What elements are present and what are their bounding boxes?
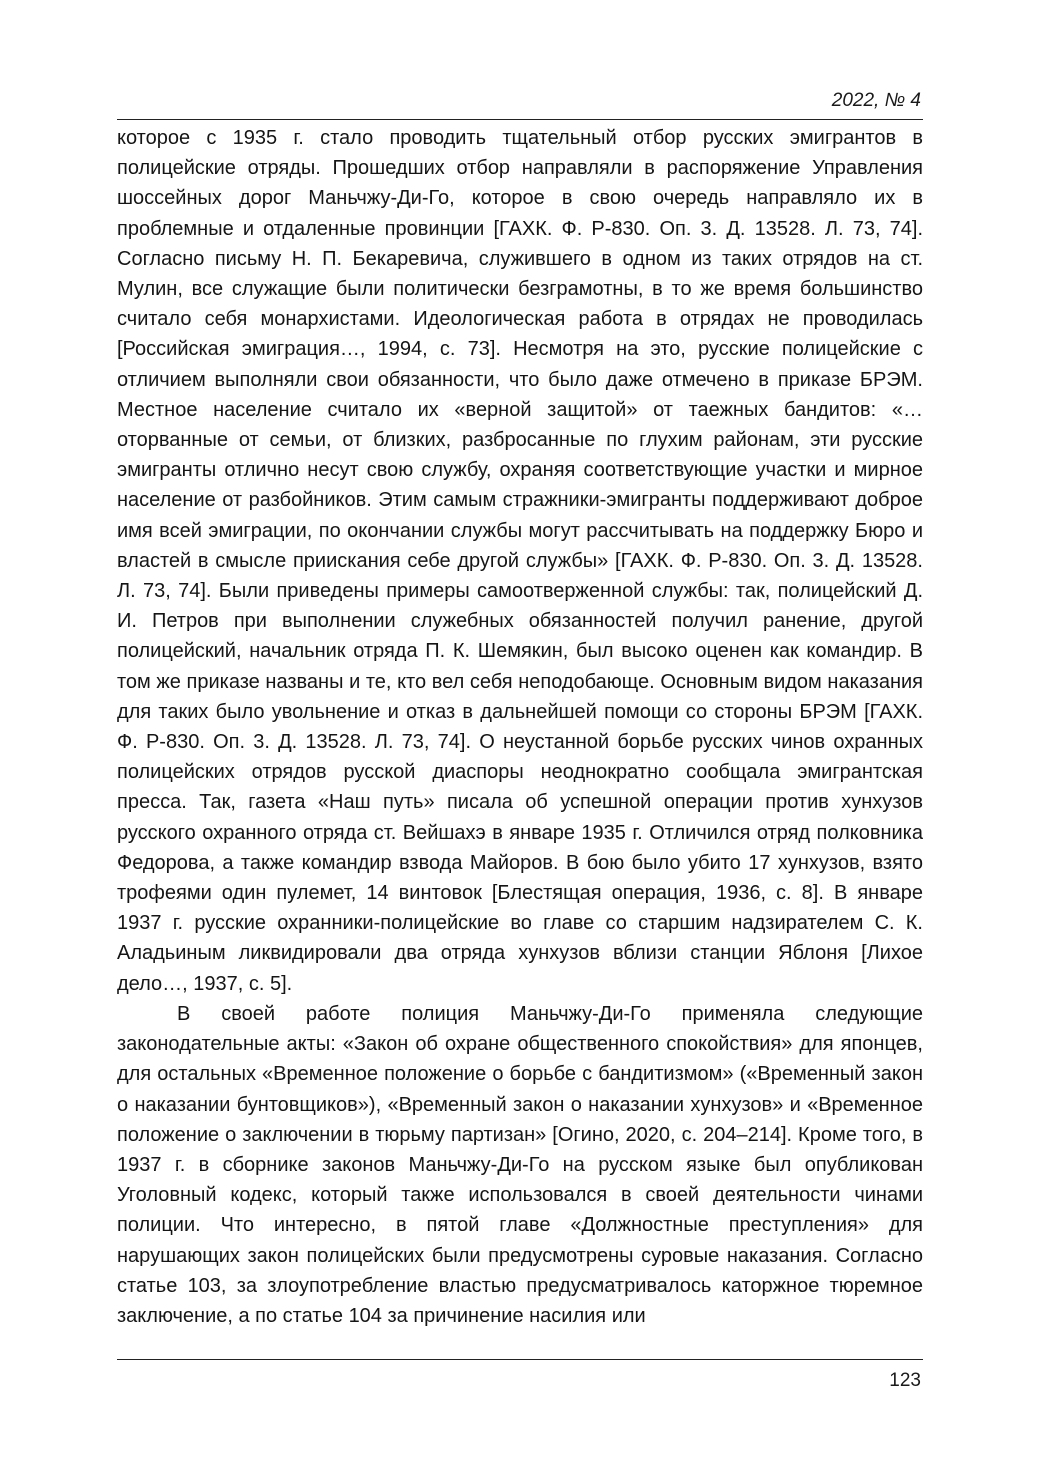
paragraph-1: которое с 1935 г. стало проводить тщательный отбор русских эмигрантов в полицейские отряды. Прошедших отбор направляли в распоряжение Управления шоссейных дорог Маньчжу-Ди-Го, которое в свою очередь направляло их в проблемные и отдаленные провинции [ГАХК. Ф. Р-830. Оп. 3. Д. 13528. Л. 73, 74]. Согласно письму Н. П. Бекаревича, служившего в одном из таких отрядов на ст. Мулин, все служащие были политически безграмотны, в то же время большинство считало себя монархистами. Идеологическая работа в отрядах не проводилась [Российская эмиграция…, 1994, с. 73]. Несмотря на это, русские полицейские с отличием выполняли свои обязанности, что было даже отмечено в приказе БРЭМ. Местное население считало их «верной защитой» от таежных бандитов: «…оторванные от семьи, от близких, разбросанные по глухим районам, эти русские эмигранты отлично несут свою службу, охраняя соответствующие участки и мирное население от разбойников. Этим самым стражники-эмигранты поддерживают доброе имя всей эмиграции, по окончании службы могут рассчитывать на поддержку Бюро и властей в смысле приискания себе другой службы» [ГАХК. Ф. Р-830. Оп. 3. Д. 13528. Л. 73, 74]. Были приведены примеры самоотверженной службы: так, полицейский Д. И. Петров при выполнении служебных обязанностей получил ранение, другой полицейский, начальник отряда П. К. Шемякин, был высоко оценен как командир. В том же приказе названы и те, кто вел себя неподобающе. Основным видом наказания для таких было увольнение и отказ в дальнейшей помощи со стороны БРЭМ [ГАХК. Ф. Р-830. Оп. 3. Д. 13528. Л. 73, 74]. О неустанной борьбе русских чинов охранных полицейских отрядов русской диаспоры неоднократно сообщала эмигрантская пресса. Так, газета «Наш путь» писала об успешной операции против хунхузов русского охранного отряда ст. Вейшахэ в январе 1935 г. Отличился отряд полковника Федорова, а также командир взвода Майоров. В бою было убито 17 хунхузов, взято трофеями один пулемет, 14 винтовок [Блестящая операция, 1936, с. 8]. В январе 1937 г. русские охранники-полицейские во главе со старшим надзирателем С. К. Аладьиным ликвидировали два отряда хунхузов вблизи станции Яблоня [Лихое дело…, 1937, с. 5]. [117,127,923,995]
paragraph-2: В своей работе полиция Маньчжу-Ди-Го применяла следующие законодательные акты: «Закон об охране общественного спокойствия» для японцев, для остальных «Временное положение о борьбе с бандитизмом» («Временный закон о наказании бунтовщиков»), «Временный закон о наказании хунхузов» и «Временное положение о заключении в тюрьму партизан» [Огино, 2020, с. 204–214]. Кроме того, в 1937 г. в сборнике законов Маньчжу-Ди-Го на русском языке был опубликован Уголовный кодекс, который также использовался в своей деятельности чинами полиции. Что интересно, в пятой главе «Должностные преступления» для нарушающих закон полицейских были предусмотрены суровые наказания. Согласно статье 103, за злоупотребление властью предусматривалось каторжное тюремное заключение, а по статье 104 за причинение насилия или [117,1002,923,1327]
page-footer [117,1359,923,1391]
page-number: 123 [889,1370,921,1391]
article-body [117,123,923,1331]
running-header [117,84,923,120]
issue-label: 2022, № 4 [831,90,921,111]
